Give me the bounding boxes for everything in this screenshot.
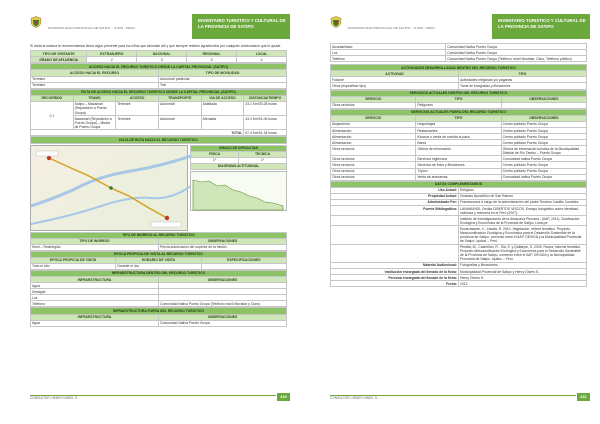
service-name: Alimentación xyxy=(331,140,416,146)
service-type: Oficina de información xyxy=(416,146,501,156)
activity-name: Otros (especificar tipo) xyxy=(331,83,459,89)
route-tramo: Mazamari (Repartición a Puerto Ocopa) – Misión de Puerto Ocopa xyxy=(73,116,116,130)
service-type: Hospedajes xyxy=(416,121,501,127)
service-obs: Centro poblado Puerto Ocopa xyxy=(501,128,586,134)
services-outside-col-type: TIPO xyxy=(416,115,501,121)
route-col-recorrido: RECORRIDO xyxy=(31,95,74,101)
infra-item: Teléfono xyxy=(31,301,159,307)
service-obs: Centro poblado Puerto Ocopa xyxy=(501,134,586,140)
visitor-col-national: NACIONAL xyxy=(137,51,187,57)
infra-inside-heading: INFRAESTRUCTURA DENTRO DEL RECURSO TURISTICO xyxy=(31,270,287,276)
visitor-type-heading: TIPO DE VISITANTE xyxy=(31,51,87,57)
infra-obs: Comunidad Nativa Puerto Ocopa xyxy=(446,44,587,50)
service-obs xyxy=(501,102,586,108)
field-value: Franciscanos a cargo de la administración del padre Teodoro Castillo Curaldes. xyxy=(459,199,587,205)
access-table xyxy=(30,63,287,88)
services-inside-col-type: TIPO xyxy=(416,96,501,102)
infra-item: Desagüe xyxy=(31,289,159,295)
table-row xyxy=(331,102,587,108)
page-number: 431 xyxy=(577,393,590,401)
left-page-header xyxy=(30,14,290,40)
municipality-name: MUNICIPALIDAD PROVINCIAL DE SATIPO – JUNIN - PERU xyxy=(348,26,435,30)
route-map-heading: HOJA DE RUTA HACIA EL RECURSO TURISTICO xyxy=(31,137,287,143)
access-type: Terrestre xyxy=(31,82,159,88)
route-col-tramo: TRAMO xyxy=(73,95,116,101)
table-row xyxy=(331,281,587,287)
right-page-footer xyxy=(330,393,590,405)
service-type: Servicios higiénicos xyxy=(416,156,501,162)
affluence-local: 4 xyxy=(237,57,287,63)
visit-recommendation-note: Si visita la maloca le recomendamos llevar algún presente para los niños que abundan allí y que siempre reciben agradecidos por cualquier colaboración que le ayude. xyxy=(30,44,282,48)
altitude-profile-heading: DIAGRAMA ALTITUDINAL xyxy=(191,163,287,169)
field-value: LANAMUNDI, Cecilia CIBERTOS VISCOS. Ensayo fotográfico sobre identidad, violencia y memoria en el Perú (2007). xyxy=(459,206,587,216)
services-outside-col-service: SERVICIO xyxy=(331,115,416,121)
visitor-col-regional: REGIONAL xyxy=(187,51,237,57)
field-label: Persona encargada del llenado de la ficha: xyxy=(331,275,459,281)
service-type: Religiosos xyxy=(416,102,501,108)
field-label: Fuente Bibliográfica: xyxy=(331,206,459,216)
table-row xyxy=(331,206,587,216)
season-epoch: Todo el año xyxy=(31,263,116,269)
services-inside-col-obs: OBSERVACIONES xyxy=(501,96,586,102)
services-inside-heading: SERVICIOS ACTUALES DENTRO DEL RECURSO TURISTICO xyxy=(331,90,587,96)
field-value: Municipalidad Provincial de Satipo y Henry Givers S. xyxy=(459,269,587,275)
service-obs: Centro poblado Puerto Ocopa xyxy=(501,168,586,174)
service-type: Servicios de fotos y filmaciones xyxy=(416,162,501,168)
affluence-regional: 3 xyxy=(187,57,237,63)
route-via: Asfaltada xyxy=(201,101,244,115)
table-row xyxy=(331,226,587,244)
service-obs: Centro poblado Puerto Ocopa xyxy=(501,162,586,168)
infra-item: Agua xyxy=(31,320,159,326)
difficulty-table xyxy=(190,145,287,170)
infra-item: Agua xyxy=(31,283,159,289)
activity-name: Folclore xyxy=(331,77,459,83)
field-value: Religioso xyxy=(459,187,587,193)
route-transporte: Automóvil xyxy=(158,116,201,130)
infra-outside-col-obs: OBSERVACIONES xyxy=(159,314,287,320)
infra-obs: Comunidad Nativa Puerto Ocopa (Teléfono móvil Movistar y Claro) xyxy=(159,301,287,307)
entry-type: Semi – Restringido xyxy=(31,244,159,250)
affluence-label: GRADO DE AFLUENCIA xyxy=(31,57,87,63)
infra-item: Luz xyxy=(331,50,446,56)
service-obs: Centro poblado Puerto Ocopa xyxy=(501,140,586,146)
difficulty-physical: 1º xyxy=(191,157,239,163)
affluence-national: 3 xyxy=(137,57,187,63)
service-name: Alimentación xyxy=(331,134,416,140)
mobility-type: Automóvil particular xyxy=(159,76,287,82)
services-outside-col-obs: OBSERVACIONES xyxy=(501,115,586,121)
infra-outside-col-infra: INFRAESTRUCTURA xyxy=(31,314,159,320)
difficulty-heading: GRADO DE DIFICULTAD xyxy=(191,145,287,151)
route-col-transporte: TRANSPORTE xyxy=(158,95,201,101)
season-col-epoch: EPOCA PROPICIA DE VISITA xyxy=(31,257,116,263)
activities-table xyxy=(330,64,587,89)
field-label: Institución encargada del llenado de la ficha: xyxy=(331,269,459,275)
affluence-foreign: 2 xyxy=(87,57,137,63)
service-obs: Comunidad nativa Puerto Ocopa xyxy=(501,156,586,162)
route-col-acceso: ACCESO xyxy=(116,95,159,101)
infra-continued-table xyxy=(330,43,587,62)
infra-inside-col-obs: OBSERVACIONES xyxy=(159,277,287,283)
page-number: 430 xyxy=(277,393,290,401)
activities-col-activity: ACTIVIDAD xyxy=(331,71,459,77)
services-outside-heading: SERVICIOS ACTUALES FUERA DEL RECURSO TURISTICO xyxy=(331,109,587,115)
access-heading: ACCESO HACIA EL RECURSO TURISTICO DESDE LA CAPITAL PROVINCIAL (SATIPO) xyxy=(31,64,287,70)
infra-item: Teléfono xyxy=(331,56,446,62)
service-name: Otros servicios xyxy=(331,146,416,156)
field-value: Henry Givers S. xyxy=(459,275,587,281)
infra-item: Alcantarillado xyxy=(331,44,446,50)
consultant-credit: CONSULTOR: HENRY NINES. S. xyxy=(30,396,78,400)
table-row xyxy=(331,56,587,62)
altitude-profile-image xyxy=(190,171,287,211)
service-name: Otros servicios xyxy=(331,162,416,168)
table-row xyxy=(331,146,587,156)
season-specs xyxy=(201,263,286,269)
route-col-distance: DISTANCIA/TIEMPO xyxy=(244,95,287,101)
left-page-footer xyxy=(30,393,290,405)
right-page xyxy=(300,0,600,424)
entry-type-table xyxy=(30,232,287,251)
route-via: Afirmada xyxy=(201,116,244,130)
route-tramo: Satipo – Mazamari (Repartición a Puerto Ocopa) xyxy=(73,101,116,115)
route-recorrido: 0 1 xyxy=(31,101,74,129)
field-label xyxy=(331,226,459,244)
season-col-hours: HORARIO DE VISITA xyxy=(116,257,201,263)
table-row xyxy=(331,244,587,262)
field-label xyxy=(331,244,459,262)
activities-heading: ACTIVIDADES DESARROLLADAS DENTRO DEL RECURSO TURISTICO xyxy=(331,65,587,71)
field-label: Fecha: xyxy=(331,281,459,287)
table-row xyxy=(31,301,287,307)
service-obs: Comunidad nativa Puerto Ocopa xyxy=(501,174,586,180)
route-table xyxy=(30,89,287,137)
entry-heading: TIPO DE INGRESO AL RECURSO TURISTICO xyxy=(31,232,287,238)
season-col-specs: ESPECIFICACIONES xyxy=(201,257,286,263)
difficulty-panel xyxy=(190,145,287,231)
infra-outside-heading: INFRAESTRUCTURA FUERA DEL RECURSO TURISTICO xyxy=(31,308,287,314)
difficulty-col-technical: TECNICA xyxy=(239,151,287,157)
table-row xyxy=(31,82,287,88)
route-acceso: Terrestre xyxy=(116,116,159,130)
infra-outside-table xyxy=(30,307,287,326)
field-value: Vicariato Apostólico de San Ramón xyxy=(459,193,587,199)
visitor-col-local: LOCAL xyxy=(237,51,287,57)
difficulty-col-physical: FISICA xyxy=(191,151,239,157)
activity-type: Actividades religiosas y/o paganas xyxy=(459,77,587,83)
service-obs: Oficina de información turística de la Municipalidad Distrital de Río Tambo – Puerto Ocopa xyxy=(501,146,586,156)
route-total-label: TOTAL xyxy=(31,130,244,136)
route-heading: RUTA DE ACCESO HACIA EL RECURSO TURISTICO DESDE LA CAPITAL PROVINCIAL (SATIPO) xyxy=(31,89,287,95)
entry-col-type: TIPO DE INGRESO xyxy=(31,238,159,244)
field-label xyxy=(331,216,459,226)
inventory-title: INVENTARIO TURISTICO Y CULTURAL DE LA PROVINCIA DE SATIPO xyxy=(192,14,290,39)
municipality-name: MUNICIPALIDAD PROVINCIAL DE SATIPO – JUNIN - PERU xyxy=(48,26,135,30)
access-type: Terrestre xyxy=(31,76,159,82)
table-row xyxy=(331,216,587,226)
consultant-credit: CONSULTOR: HENRY NINES. S. xyxy=(330,396,378,400)
route-distance: 43,3 Km/01.06 horas xyxy=(244,116,287,130)
infra-inside-col-infra: INFRAESTRUCTURA xyxy=(31,277,159,283)
table-row xyxy=(31,263,287,269)
route-transporte: Automóvil xyxy=(158,101,201,115)
season-hours: Durante el día xyxy=(116,263,201,269)
inventory-title: INVENTARIO TURISTICO Y CULTURAL DE LA PROVINCIA DE SATIPO xyxy=(492,14,590,39)
service-obs: Centro poblado Puerto Ocopa xyxy=(501,121,586,127)
route-media-area xyxy=(30,145,287,231)
left-page-body xyxy=(30,43,287,327)
complementary-heading: DATOS COMPLEMENTARIOS xyxy=(331,181,587,187)
service-type: Restaurantes xyxy=(416,128,501,134)
complementary-data-table xyxy=(330,181,587,288)
table-row xyxy=(31,101,287,115)
infra-obs: Comunidad Nativa Puerto Ocopa xyxy=(446,50,587,56)
route-map-image xyxy=(30,145,188,231)
service-name: Otros servicios xyxy=(331,168,416,174)
activities-col-type: TIPO xyxy=(459,71,587,77)
field-value: Escarrasante, V., Zavala, R. 2010. Vegetación, relieve temático. Proyecto Mesozonificación Ecológica y Económica para el Desarrollo Sostenible de la provincia de Satipo, convenio entre el IIAP, DEVIDA y la Municipalidad Provincial de Satipo. Iquitos – Perú. xyxy=(459,226,587,244)
service-name: Otros servicios xyxy=(331,102,416,108)
municipality-crest-icon xyxy=(30,16,42,28)
table-row xyxy=(31,320,287,326)
route-acceso: Terrestre xyxy=(116,101,159,115)
route-map-graphic xyxy=(31,146,191,232)
service-name: Alimentación xyxy=(331,128,416,134)
service-type: Kioscos o venta de comida al paso xyxy=(416,134,501,140)
field-value: Fotografías y filmaciones. xyxy=(459,262,587,268)
field-label: Propiedad Actual: xyxy=(331,193,459,199)
route-distance: 23,1 Km/00.28 horas xyxy=(244,101,287,115)
field-value: Peralta, M., Castrellón, R., Sia, S. y Quittayre, K. 2009. Fauna, informe temático. Proyecto Mesozonificación Ecológica y Económica para el Desarrollo Sostenible de la Provincia de Satipo, convenio entre el IIAP, DEVIDA y la Municipalidad Provincial de Satipo. Iquitos – Perú. xyxy=(459,244,587,262)
entry-col-obs: OBSERVACIONES xyxy=(159,238,287,244)
route-map-header-table xyxy=(30,136,287,143)
service-name: Otros servicios xyxy=(331,156,416,162)
season-table xyxy=(30,251,287,270)
infra-inside-table xyxy=(30,270,287,307)
field-label: Uso Actual: xyxy=(331,187,459,193)
mobility-type: Taxi xyxy=(159,82,287,88)
visitor-type-table xyxy=(30,50,287,63)
services-inside-table xyxy=(330,90,587,109)
infra-item: Luz xyxy=(31,295,159,301)
access-col-resource: ACCESO HACIA EL RECURSO xyxy=(31,70,159,76)
field-label: Material Audiovisual: xyxy=(331,262,459,268)
field-value: 2012 xyxy=(459,281,587,287)
table-row xyxy=(31,244,287,250)
altitude-profile-graphic xyxy=(191,172,286,212)
table-row xyxy=(331,174,587,180)
access-col-mobility: TIPO DE MOVILIDAD xyxy=(159,70,287,76)
difficulty-technical: 1º xyxy=(239,157,287,163)
route-total-value: 67,4 Km/01.34 horas xyxy=(244,130,287,136)
infra-obs: Comunidad Nativa Puerto Ocopa xyxy=(159,320,287,326)
service-name: Alojamiento xyxy=(331,121,416,127)
right-page-body xyxy=(330,43,587,287)
visitor-col-foreign: EXTRANJERO xyxy=(87,51,137,57)
season-heading: EPOCA PROPICIA DE VISITA AL RECURSO TURISTICO xyxy=(31,251,287,257)
field-label: Administrado Por: xyxy=(331,199,459,205)
field-value: Instituto de Investigaciones de la Amazonía Peruana - (IIAP, 2011). Zonificación Ecológica y Económica de la Provincia de Satipo, Lima.pe. xyxy=(459,216,587,226)
service-type: Tópico xyxy=(416,168,501,174)
right-page-header xyxy=(330,14,590,40)
service-name: Otros servicios xyxy=(331,174,416,180)
service-type: Bares xyxy=(416,140,501,146)
service-type: Venta de artesanías xyxy=(416,174,501,180)
services-outside-table xyxy=(330,109,587,181)
activity-type: Toma de fotografías y filmaciones xyxy=(459,83,587,89)
entry-obs: Previa autorización del superior de la misión xyxy=(159,244,287,250)
table-row xyxy=(331,83,587,89)
route-col-via: VIA DE ACCESO xyxy=(201,95,244,101)
services-inside-col-service: SERVICIO xyxy=(331,96,416,102)
municipality-crest-icon xyxy=(330,16,342,28)
infra-obs: Comunidad Nativa Puerto Ocopa (Teléfono móvil Movistar, Claro, Teléfono público) xyxy=(446,56,587,62)
